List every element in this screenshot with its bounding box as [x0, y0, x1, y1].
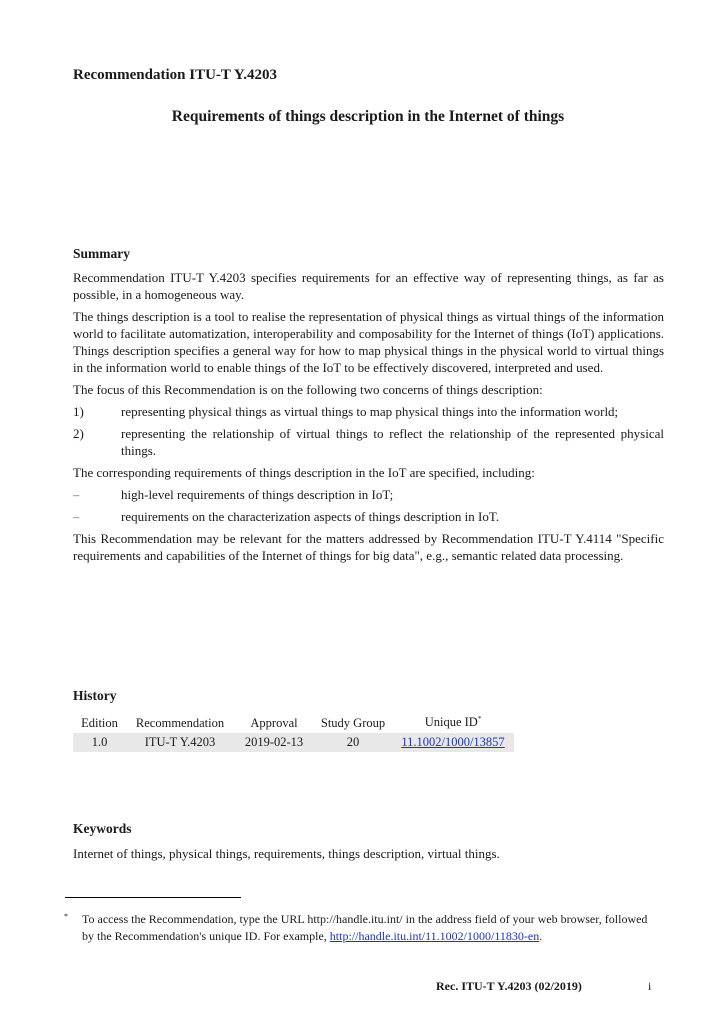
cell-approval: 2019-02-13: [234, 733, 314, 752]
list-dash: –: [73, 487, 80, 502]
column-header-study-group: Study Group: [320, 715, 386, 730]
history-heading: History: [73, 688, 117, 703]
column-header-approval: Approval: [250, 715, 298, 730]
page-number: i: [648, 979, 652, 993]
footnote-link[interactable]: http://handle.itu.int/11.1002/1000/11830-en: [329, 929, 540, 943]
column-header-edition: Edition: [81, 715, 118, 730]
cell-recommendation: ITU-T Y.4203: [126, 733, 234, 752]
requirement-item-2: [73, 508, 664, 525]
summary-paragraph-3: The focus of this Recommendation is on the following two concerns of things description:: [73, 382, 543, 397]
column-header-recommendation: Recommendation: [135, 715, 225, 730]
list-number: 1): [73, 404, 84, 419]
cell-study-group: 20: [314, 733, 392, 752]
recommendation-title: Recommendation ITU-T Y.4203: [73, 67, 278, 83]
keywords-text: Internet of things, physical things, requirements, things description, virtual things.: [73, 846, 500, 861]
summary-body: [73, 269, 664, 569]
footnote-divider: [65, 897, 241, 898]
column-header-unique-id: [392, 713, 514, 733]
unique-id-link[interactable]: 11.1002/1000/13857: [401, 735, 505, 749]
footnote-reference: *: [477, 715, 482, 724]
list-number: 2): [73, 426, 84, 441]
requirement-item-1: [73, 486, 664, 503]
summary-paragraph-2: The things description is a tool to realise the representation of physical things as virtual things of the information world to facilitate automatization, interoperability and composability for the Internet of things (IoT) applications. Things description specifies a general way for how to map physical things in the physical world to virtual things in the information world to enable things of the IoT to be effectively discovered, interpreted and used.: [73, 309, 664, 375]
history-table: [73, 713, 514, 752]
summary-paragraph-5: This Recommendation may be relevant for the matters addressed by Recommendation ITU-T Y.4114 "Specific requirements and capabilities of the Internet of things for big data", e.g., semantic related data processing.: [73, 531, 664, 563]
list-dash: –: [73, 509, 80, 524]
summary-heading: Summary: [73, 246, 130, 261]
list-text: representing physical things as virtual things to map physical things into the information world;: [121, 404, 619, 419]
footnote-text-before: To access the Recommendation, type the URL http://handle.itu.int/ in the address field of your web browser, followed by the Recommendation's unique ID. For example,: [82, 912, 648, 943]
summary-paragraph-4: The corresponding requirements of things description in the IoT are specified, including:: [73, 465, 535, 480]
concern-item-1: [73, 403, 664, 420]
cell-unique-id: [392, 733, 514, 752]
footer-recommendation: Rec. ITU-T Y.4203 (02/2019): [436, 979, 582, 993]
cell-edition: 1.0: [73, 733, 126, 752]
footnote-text: [82, 911, 662, 945]
list-text: requirements on the characterization aspects of things description in IoT.: [121, 509, 500, 524]
table-header-row: [73, 713, 514, 733]
concern-item-2: [73, 425, 664, 459]
footnote-mark: *: [64, 912, 68, 921]
unique-id-label: Unique ID: [424, 715, 478, 730]
list-text: representing the relationship of virtual things to reflect the relationship of the represented physical things.: [121, 426, 664, 458]
summary-paragraph-1: Recommendation ITU-T Y.4203 specifies requirements for an effective way of representing things, as far as possible, in a homogeneous way.: [73, 270, 664, 302]
list-text: high-level requirements of things description in IoT;: [121, 487, 394, 502]
document-title: Requirements of things description in the Internet of things: [171, 108, 565, 125]
table-row: [73, 733, 514, 752]
keywords-heading: Keywords: [73, 821, 132, 836]
footnote-text-after: .: [539, 929, 543, 943]
